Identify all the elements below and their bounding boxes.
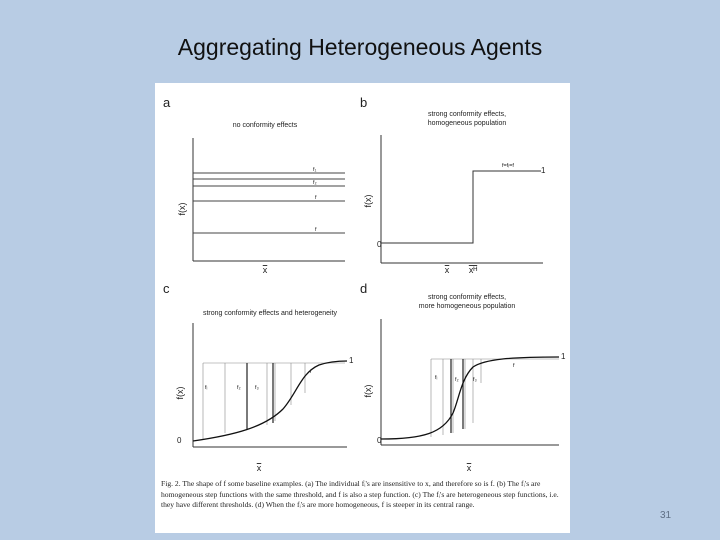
panel-c-letter: c — [163, 281, 170, 296]
panel-d-tick-1: 1 — [561, 352, 566, 361]
panel-c-heading: strong conformity effects and heterogeneity — [202, 310, 338, 317]
panel-b-step-label: f=fᵢ=f — [502, 163, 514, 169]
panel-b-y-label: f(x) — [363, 194, 373, 208]
panel-c — [163, 281, 354, 473]
panel-c-x-label: x — [256, 463, 262, 473]
panel-a-y-label: f(x) — [177, 202, 187, 216]
panel-b-letter: b — [360, 95, 368, 110]
panel-c-tick-1: 1 — [349, 356, 354, 365]
panel-a-curve-label: f — [315, 195, 317, 201]
panel-c-y-label: f(x) — [175, 386, 185, 400]
panel-d-aggregate-curve — [381, 357, 559, 439]
panel-d-curve-label: f — [513, 363, 515, 369]
slide-title: Aggregating Heterogeneous Agents — [177, 34, 543, 60]
figure-panels — [155, 83, 570, 483]
page-number: 31 — [660, 510, 672, 521]
panel-d-curve-label: f₃ — [473, 377, 477, 383]
figure-caption: Fig. 2. The shape of f some baseline examples. (a) The individual fᵢ's are insensitive to x, and therefore so is f. (b) The fᵢ's are homogeneous step functions with the same threshold, and f is also a step function. (c) The fᵢ's are heterogeneous step functions, i.e. they have different thresholds. (d) When the fᵢ's are more homogeneous, f is steeper in its central range. — [161, 479, 559, 510]
panel-c-step-functions — [203, 363, 345, 439]
panel-c-aggregate-curve — [193, 361, 347, 441]
panel-c-curve-label: f₃ — [255, 385, 259, 391]
panel-b-heading-line-2: homogeneous population — [427, 120, 507, 127]
figure-image — [155, 83, 570, 533]
panel-b-heading-line-1: strong conformity effects, — [427, 111, 507, 118]
panel-c-curve-label: f — [310, 369, 312, 375]
panel-d-x-label: x — [466, 463, 472, 473]
panel-c-tick-0: 0 — [177, 436, 182, 445]
panel-d-curve-label: fᵢ — [435, 375, 438, 381]
panel-a-curve-label: f₂ — [313, 180, 317, 186]
panel-a-curve-label: f₁ — [313, 167, 317, 173]
panel-d-y-label: f(x) — [363, 384, 373, 398]
panel-b — [360, 95, 546, 275]
panel-d-letter: d — [360, 281, 368, 296]
panel-d-step-functions — [431, 359, 559, 437]
panel-b-tick-0: 0 — [377, 240, 382, 249]
panel-a-heading: no conformity effects — [232, 122, 298, 129]
panel-a-x-label: x — [262, 265, 268, 275]
panel-d-heading-line-1: strong conformity effects, — [427, 294, 507, 301]
panel-c-curve-label: fᵢ — [205, 385, 208, 391]
panel-d-tick-0: 0 — [377, 436, 382, 445]
panel-b-step-function — [381, 171, 541, 243]
panel-a — [163, 95, 345, 275]
panel-d-curve-label: f₂ — [455, 377, 459, 383]
panel-a-curve-label: f — [315, 227, 317, 233]
panel-b-tick-1: 1 — [541, 166, 546, 175]
panel-b-x-label: x — [444, 265, 450, 275]
panel-c-curve-label: f₂ — [237, 385, 241, 391]
panel-d — [360, 281, 566, 473]
panel-d-heading-line-2: more homogeneous population — [418, 303, 516, 310]
panel-b-threshold-label: xᴴ — [468, 265, 478, 275]
panel-a-letter: a — [163, 95, 171, 110]
